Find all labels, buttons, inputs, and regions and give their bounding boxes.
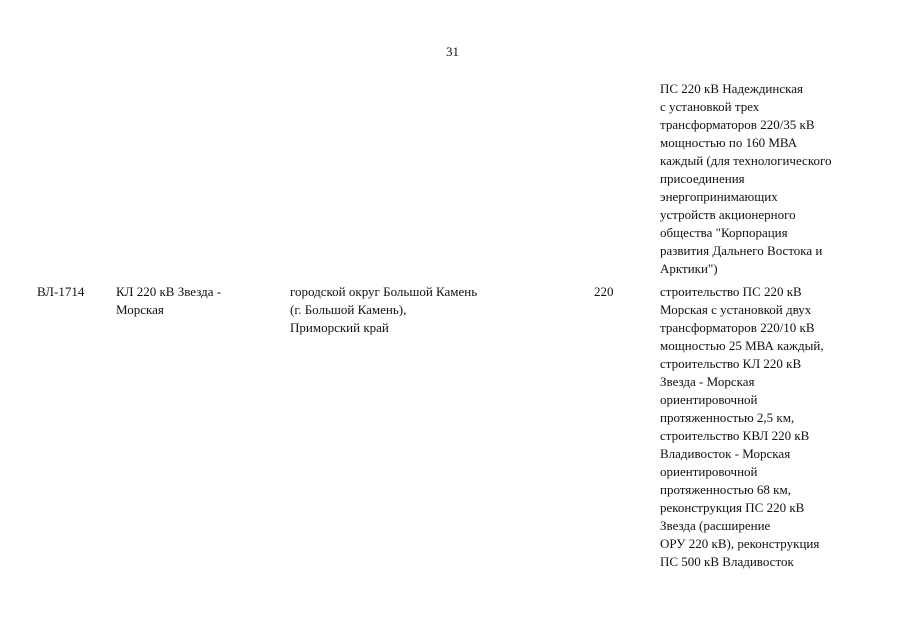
location-cell: городской округ Большой Камень (г. Большой Камень), Приморский край (290, 284, 478, 335)
page-number: 31 (446, 44, 459, 59)
description-cell: строительство ПС 220 кВ Морская с установкой двух трансформаторов 220/10 кВ мощностью 25 МВА каждый, строительство КЛ 220 кВ Звезда - Морская ориентировочной протяженностью 2,5 км, строительство КВЛ 220 кВ Владивосток - Морская ориентировочной протяженностью 68 км, реконструкция ПС 220 кВ Звезда (расширение ОРУ 220 кВ), реконструкция ПС 500 кВ Владивосток (660, 284, 824, 569)
object-name-cell: КЛ 220 кВ Звезда - Морская (116, 284, 222, 317)
object-code-cell: ВЛ-1714 (37, 284, 85, 299)
voltage-cell: 220 (594, 284, 614, 299)
continued-description-cell: ПС 220 кВ Надеждинская с установкой трех трансформаторов 220/35 кВ мощностью по 160 МВА каждый (для технологического присоединения энергопринимающих устройств акционерного общества "Корпорация развития Дальнего Востока и Арктики") (660, 81, 832, 276)
